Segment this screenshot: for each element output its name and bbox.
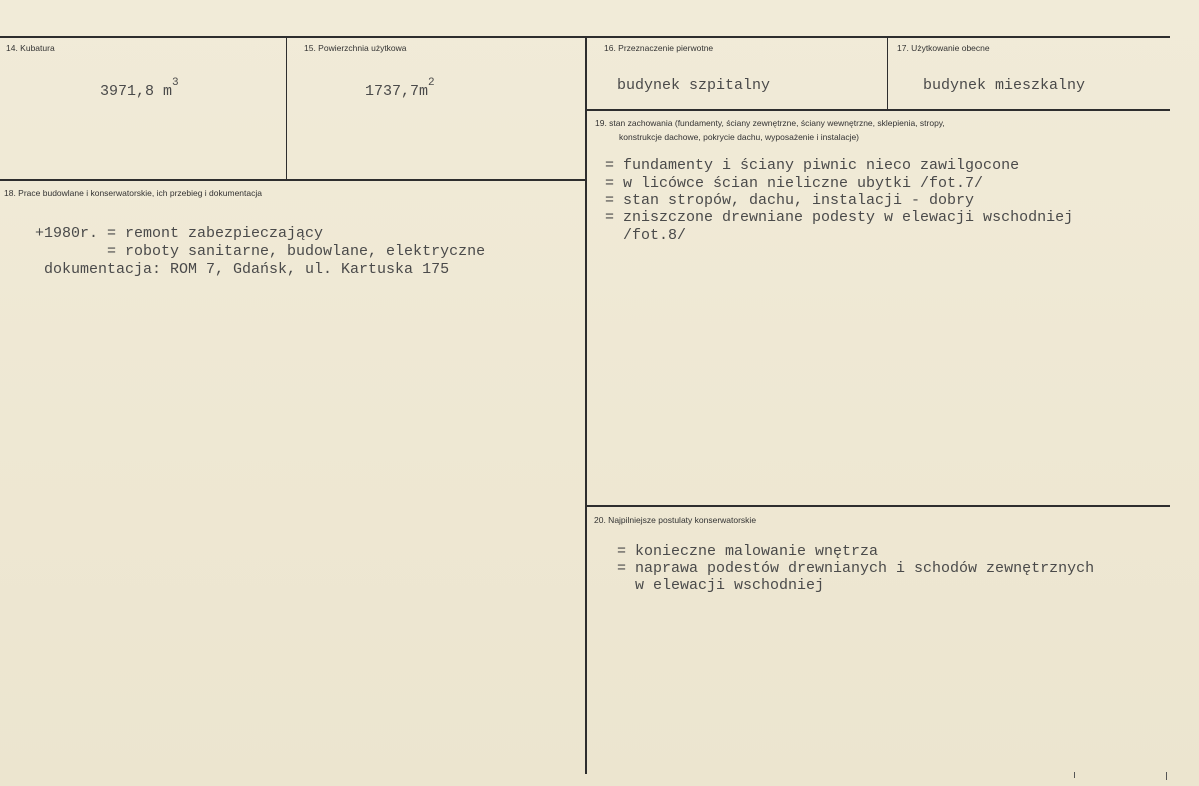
field-19-line: = fundamenty i ściany piwnic nieco zawilgocone [605, 157, 1020, 174]
rule-above-20 [586, 505, 1170, 507]
area-number: 1737,7m [365, 83, 429, 100]
field-17-label: 17. Użytkowanie obecne [897, 43, 990, 53]
kubatura-unit-exponent: 3 [172, 77, 179, 89]
field-20-label: 20. Najpilniejsze postulaty konserwatorskie [594, 515, 757, 525]
field-19-line: = w licówce ścian nieliczne ubytki /fot.7/ [605, 175, 984, 192]
field-19-line: = stan stropów, dachu, instalacji - dobry [605, 192, 975, 209]
field-16-value: budynek szpitalny [617, 77, 771, 94]
field-18-line: = roboty sanitarne, budowlane, elektryczne [35, 243, 486, 260]
rule-under-14-15 [0, 179, 586, 181]
field-16-label: 16. Przeznaczenie pierwotne [604, 43, 714, 53]
field-14-label: 14. Kubatura [6, 43, 55, 53]
field-15-label: 15. Powierzchnia użytkowa [304, 43, 407, 53]
field-19-line: = zniszczone drewniane podesty w elewacji wschodniej [605, 209, 1074, 226]
field-17-value: budynek mieszkalny [923, 77, 1086, 94]
kubatura-number: 3971,8 m [100, 83, 173, 100]
field-20-line: w elewacji wschodniej [617, 577, 825, 594]
corner-tick [1166, 772, 1167, 780]
field-19-label-line1: 19. stan zachowania (fundamenty, ściany zewnętrzne, ściany wewnętrzne, sklepienia, stropy, [595, 118, 945, 128]
area-unit-exponent: 2 [428, 77, 435, 89]
field-20-line: = konieczne malowanie wnętrza [617, 543, 879, 560]
field-20-line: = naprawa podestów drewnianych i schodów zewnętrznych [617, 560, 1095, 577]
field-18-label: 18. Prace budowlane i konserwatorskie, ich przebieg i dokumentacja [4, 188, 262, 198]
rule-under-16-17 [586, 109, 1170, 111]
field-15-value [365, 78, 435, 101]
field-14-value [100, 78, 179, 101]
divider-left-right [585, 37, 587, 774]
divider-14-15 [286, 37, 287, 180]
divider-16-17 [887, 37, 888, 110]
field-19-line: /fot.8/ [605, 227, 687, 244]
corner-tick [1074, 772, 1075, 778]
field-19-label-line2: konstrukcje dachowe, pokrycie dachu, wyposażenie i instalacje) [619, 132, 860, 142]
field-18-line: +1980r. = remont zabezpieczający [35, 225, 324, 242]
field-18-line: dokumentacja: ROM 7, Gdańsk, ul. Kartuska 175 [35, 261, 450, 278]
